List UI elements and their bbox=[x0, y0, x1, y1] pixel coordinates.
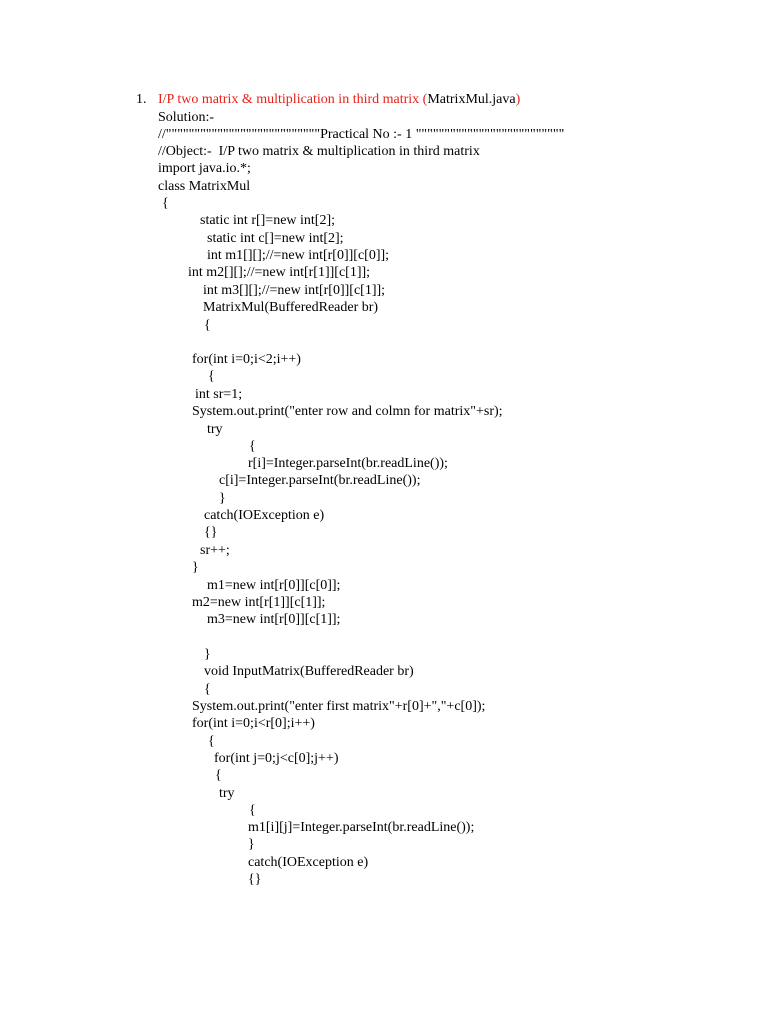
code-line: try bbox=[207, 422, 223, 437]
code-line: m2=new int[r[1]][c[1]]; bbox=[192, 595, 326, 610]
code-line: { bbox=[249, 439, 256, 454]
code-line: catch(IOException e) bbox=[248, 855, 369, 870]
code-line: static int r[]=new int[2]; bbox=[200, 213, 336, 228]
code-line: int m2[][];//=new int[r[1]][c[1]]; bbox=[188, 265, 371, 280]
code-line: { bbox=[162, 196, 169, 211]
heading-red-close: ) bbox=[515, 92, 521, 107]
code-line: { bbox=[204, 682, 211, 697]
code-line: int m1[][];//=new int[r[0]][c[0]]; bbox=[207, 248, 390, 263]
code-line: { bbox=[208, 369, 215, 384]
item-number: 1. bbox=[136, 92, 147, 107]
code-line: { bbox=[249, 803, 256, 818]
solution-label: Solution:- bbox=[158, 110, 215, 125]
heading-filename: MatrixMul.java bbox=[427, 92, 516, 107]
code-line: { bbox=[215, 768, 222, 783]
code-line: void InputMatrix(BufferedReader br) bbox=[204, 664, 414, 679]
code-line: c[i]=Integer.parseInt(br.readLine()); bbox=[219, 473, 421, 488]
code-line: //Object:- I/P two matrix & multiplication in third matrix bbox=[158, 144, 480, 159]
code-line: System.out.print("enter first matrix"+r[0]+","+c[0]); bbox=[192, 699, 486, 714]
code-line: import java.io.*; bbox=[158, 161, 251, 176]
code-line: for(int i=0;i<2;i++) bbox=[192, 352, 301, 367]
code-line: m3=new int[r[0]][c[1]]; bbox=[207, 612, 341, 627]
item-heading bbox=[158, 91, 520, 108]
code-line: //"""""""""""""""""""""""""""Practical No :- 1 """""""""""""""""""""""""" bbox=[158, 127, 565, 142]
code-line: static int c[]=new int[2]; bbox=[207, 231, 344, 246]
code-line: m1[i][j]=Integer.parseInt(br.readLine()); bbox=[248, 820, 475, 835]
code-line: m1=new int[r[0]][c[0]]; bbox=[207, 578, 341, 593]
code-line: System.out.print("enter row and colmn for matrix"+sr); bbox=[192, 404, 503, 419]
code-line: } bbox=[204, 647, 211, 662]
code-line: {} bbox=[204, 525, 218, 540]
code-line: int m3[][];//=new int[r[0]][c[1]]; bbox=[203, 283, 386, 298]
code-line: MatrixMul(BufferedReader br) bbox=[203, 300, 379, 315]
code-line: } bbox=[219, 491, 226, 506]
code-line: for(int i=0;i<r[0];i++) bbox=[192, 716, 315, 731]
code-line: r[i]=Integer.parseInt(br.readLine()); bbox=[248, 456, 448, 471]
code-line: class MatrixMul bbox=[158, 179, 251, 194]
heading-red-text: I/P two matrix & multiplication in third matrix ( bbox=[158, 92, 428, 107]
code-line: try bbox=[219, 786, 235, 801]
code-line: for(int j=0;j<c[0];j++) bbox=[214, 751, 339, 766]
code-line: } bbox=[192, 560, 199, 575]
code-line: sr++; bbox=[200, 543, 230, 558]
code-line: } bbox=[248, 837, 255, 852]
code-line: int sr=1; bbox=[195, 387, 243, 402]
code-line: catch(IOException e) bbox=[204, 508, 325, 523]
code-line: { bbox=[208, 734, 215, 749]
code-line: { bbox=[204, 318, 211, 333]
code-line: {} bbox=[248, 872, 262, 887]
